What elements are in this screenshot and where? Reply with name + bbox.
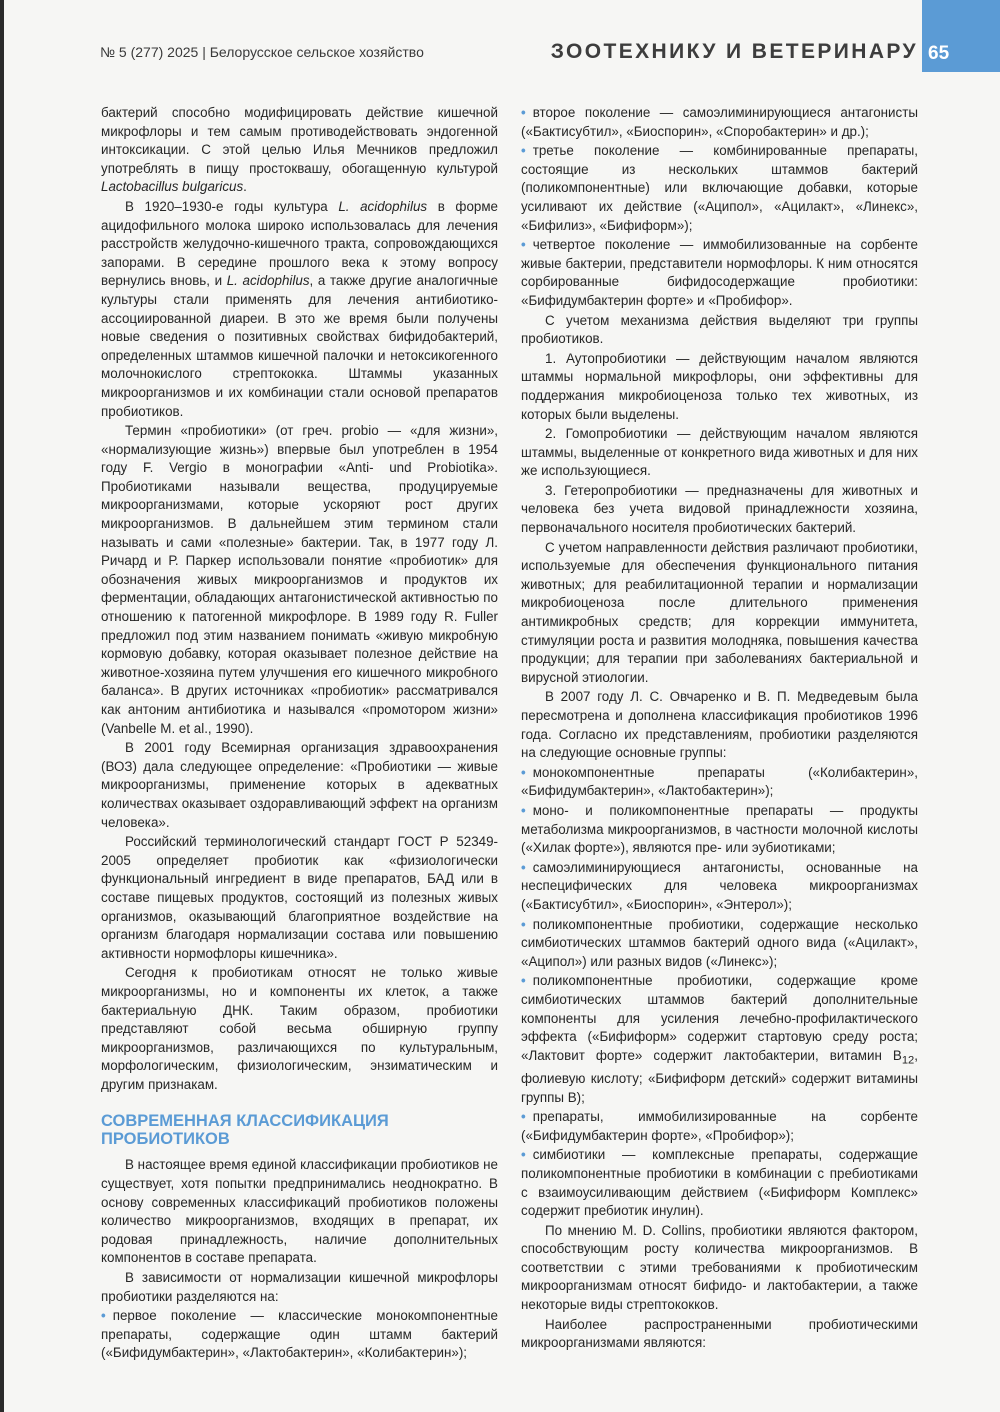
paragraph: С учетом механизма действия выделяют три группы пробиотиков. <box>521 312 918 347</box>
numbered-item: 1. Аутопробиотики — действующим началом являются штаммы нормальной микрофлоры, они эффективны для поддержания микробиоценоза только тех животных, из которых были выделены. <box>521 350 918 422</box>
list-item: • поликомпонентные пробиотики, содержащие кроме симбиотических штаммов бактерий дополнительные компоненты для усиления лечебно-профилактического эффекта («Бифиформ» содержит стартовую среду роста; «Лактовит форте» содержит лактобактерии, витамин $B_{12}$, фолиевую кислоту; «Бифиформ детский» содержит витамины группы B); <box>521 973 918 1105</box>
bullet-icon: • <box>521 105 526 120</box>
bullet-icon: • <box>521 859 526 875</box>
bullet-icon: • <box>521 1109 526 1125</box>
paragraph: В 2007 году Л. С. Овчаренко и В. П. Медведевым была пересмотрена и дополнена классификация пробиотиков 1996 года. Согласно их представлениям, пробиотики разделяются на следующие основные группы: <box>521 689 918 761</box>
species-name: Lactobacillus bulgaricus <box>101 179 244 195</box>
bullet-icon: • <box>521 237 526 253</box>
list-item: • второе поколение — самоэлиминирующиеся антагонисты («Бактисубтил», «Биоспорин», «Споробактерин» и др.); <box>521 105 918 139</box>
bullet-icon: • <box>521 973 526 989</box>
paragraph: В настоящее время единой классификации пробиотиков не существует, хотя попытки предпринимались неоднократно. В основу современных классификаций пробиотиков положены количество микроорганизмов, входящих в препарат, их родовая принадлежность, наличие дополнительных компонентов в составе препарата. <box>101 1157 498 1266</box>
paragraph: Наиболее распространенными пробиотическими микроорганизмами являются: <box>521 1316 918 1351</box>
paragraph: В зависимости от нормализации кишечной микрофлоры пробиотики разделяются на: <box>101 1270 498 1304</box>
paragraph: В 1920–1930-е годы культура L. acidophilus в форме ацидофильного молока широко использовалась для лечения расстройств желудочно-кишечного тракта, сопровождающихся запорами. В середине прошлого века к этому вопросу вернулись вновь, и L. acidophilus, а также другие аналогичные культуры стали применять для лечения антибиотико-ассоциированной диареи. В это же время были получены новые сведения о позитивных свойствах бифидобактерий, определенных штаммов кишечной палочки и нетоксикогенного молочнокислого стрептококка. Штаммы указанных микроорганизмов и их комбинации стали основой препаратов пробиотиков. <box>101 198 498 419</box>
section-title: ЗООТЕХНИКУ И ВЕТЕРИНАРУ <box>550 40 918 63</box>
bullet-icon: • <box>101 1308 106 1324</box>
list-item: • моно- и поликомпонентные препараты — продукты метаболизма микроорганизмов, в частности молочной кислоты («Хилак форте»), являются пре- или эубиотиками; <box>521 802 918 856</box>
list-item: • самоэлиминирующиеся антагонисты, основанные на неспецифических для человека микроорганизмах («Бактисубтил», «Биоспорин», «Энтерол»); <box>521 859 918 912</box>
bullet-icon: • <box>521 143 526 159</box>
right-column <box>521 104 918 1354</box>
paragraph: С учетом направленности действия различают пробиотики, используемые для обеспечения функционального питания животных; для реабилитационной терапии и нормализации микробиоценоза после длительного применения антимикробных средств; для коррекции иммунитета, стимуляции роста и развития молодняка, повышения качества продукции; для терапии при заболеваниях бактериальной и вирусной этиологии. <box>521 539 918 685</box>
bullet-icon: • <box>521 916 526 932</box>
list-item: • симбиотики — комплексные препараты, содержащие поликомпонентные пробиотики в комбинации с пребиотиками с взаимоусиливающим действием («Бифиформ Комплекс» содержит пребиотик инулин). <box>521 1147 918 1219</box>
species-name: L. acidophilus <box>338 198 428 214</box>
bullet-icon: • <box>521 764 526 780</box>
numbered-item: 2. Гомопробиотики — действующим началом являются штаммы, выделенные от конкретного вида животных и для них же использующиеся. <box>521 426 918 479</box>
paragraph: бактерий способно модифицировать действие кишечной микрофлоры и тем самым противодействовать эндогенной интоксикации. С этой целью Илья Мечников предложил употреблять в пищу простоквашу, обогащенную культурой Lactobacillus bulgaricus. <box>101 105 498 195</box>
vitamin-subscript: 12 <box>901 1054 915 1067</box>
page-header <box>0 0 1000 110</box>
species-name: L. acidophilus <box>226 273 310 289</box>
bullet-icon: • <box>521 1147 526 1163</box>
paragraph: Термин «пробиотики» (от греч. probio — «для жизни», «нормализующие жизнь») впервые был употреблен в 1954 году F. Vergio в монографии «Anti- und Probiotika». Пробиотиками называли вещества, продуцируемые микроорганизмами, которые ускоряют рост других микроорганизмов. В дальнейшем этим термином стали называть и сами «полезные» бактерии. Так, в 1977 году Л. Ричард и Р. Паркер использовали понятие «пробиотик» для обозначения живых микроорганизмов и продуктов их ферментации, обладающих антагонистической активностью по отношению к патогенной микрофлоре. В 1989 году R. Fuller предложил под этим названием понимать «живую микробную кормовую добавку, которая оказывает полезное действие на животное-хозяина путем улучшения его кишечного микробного баланса». В других источниках «пробиотик» рассматривался как антоним антибиотика и назывался «промотором жизни» (Vanbelle M. et al., 1990). <box>101 423 498 736</box>
numbered-item: 3. Гетеропробиотики — предназначены для животных и человека без учета видовой принадлежности хозяина, первоначального носителя пробиотических бактерий. <box>521 482 918 536</box>
journal-title: № 5 (277) 2025 | Белорусское сельское хозяйство <box>100 44 424 60</box>
page-number: 65 <box>928 43 950 64</box>
list-item: • поликомпонентные пробиотики, содержащие несколько симбиотических штаммов бактерий одного вида («Ацилакт», «Аципол») или разных видов («Линекс»); <box>521 916 918 969</box>
list-item: • первое поколение — классические монокомпонентные препараты, содержащие один штамм бактерий («Бифидумбактерин», «Лактобактерин», «Колибактерин»); <box>101 1308 498 1361</box>
paragraph: В 2001 году Всемирная организация здравоохранения (ВОЗ) дала следующее определение: «Пробиотики — живые микроорганизмы, применение которых в адекватных количествах оказывает оздоравливающий эффект на организм человека». <box>101 740 498 830</box>
list-item: • монокомпонентные препараты («Колибактерин», «Бифидумбактерин», «Лактобактерин»); <box>521 764 918 799</box>
page-number-box <box>922 0 1000 72</box>
left-column <box>101 104 498 1364</box>
section-heading: СОВРЕМЕННАЯ КЛАССИФИКАЦИЯ ПРОБИОТИКОВ <box>101 1112 389 1149</box>
list-item: • четвертое поколение — иммобилизованные на сорбенте живые бактерии, представители нормофлоры. К ним относятся сорбированные бифидосодержащие пробиотики: «Бифидумбактерин форте» и «Пробифор». <box>521 237 918 308</box>
list-item: • препараты, иммобилизированные на сорбенте («Бифидумбактерин форте», «Пробифор»); <box>521 1109 918 1143</box>
paragraph: Сегодня к пробиотикам относят не только живые микроорганизмы, но и компоненты их клеток, а также бактериальную ДНК. Таким образом, пробиотики представляют собой весьма обширную группу микроорганизмов, различающихся по культуральным, морфологическим, физиологическим, энзиматическим и другим признакам. <box>101 965 498 1092</box>
paragraph: По мнению M. D. Collins, пробиотики являются фактором, способствующим росту количества микроорганизмов. В соответствии с этими требованиями к пробиотическим микроорганизмам относят бифидо- и лактобактерии, а также некоторые виды стрептококков. <box>521 1222 918 1313</box>
list-item: • третье поколение — комбинированные препараты, состоящие из нескольких штаммов бактерий (поликомпонентные) или включающие добавки, которые усиливают их действие («Аципол», «Ацилакт», «Линекс», «Бифилиз», «Бифиформ»); <box>521 143 918 233</box>
page-binding-edge <box>0 0 4 1412</box>
bullet-icon: • <box>521 802 526 818</box>
paragraph: Российский терминологический стандарт ГОСТ Р 52349-2005 определяет пробиотик как «физиологически функциональный ингредиент в виде препаратов, БАД или в составе пищевых продуктов, состоящий из полезных живых организмов, оказывающий благоприятное воздействие на организм благодаря нормализации состава или повышению активности нормофлоры кишечника». <box>101 834 498 961</box>
